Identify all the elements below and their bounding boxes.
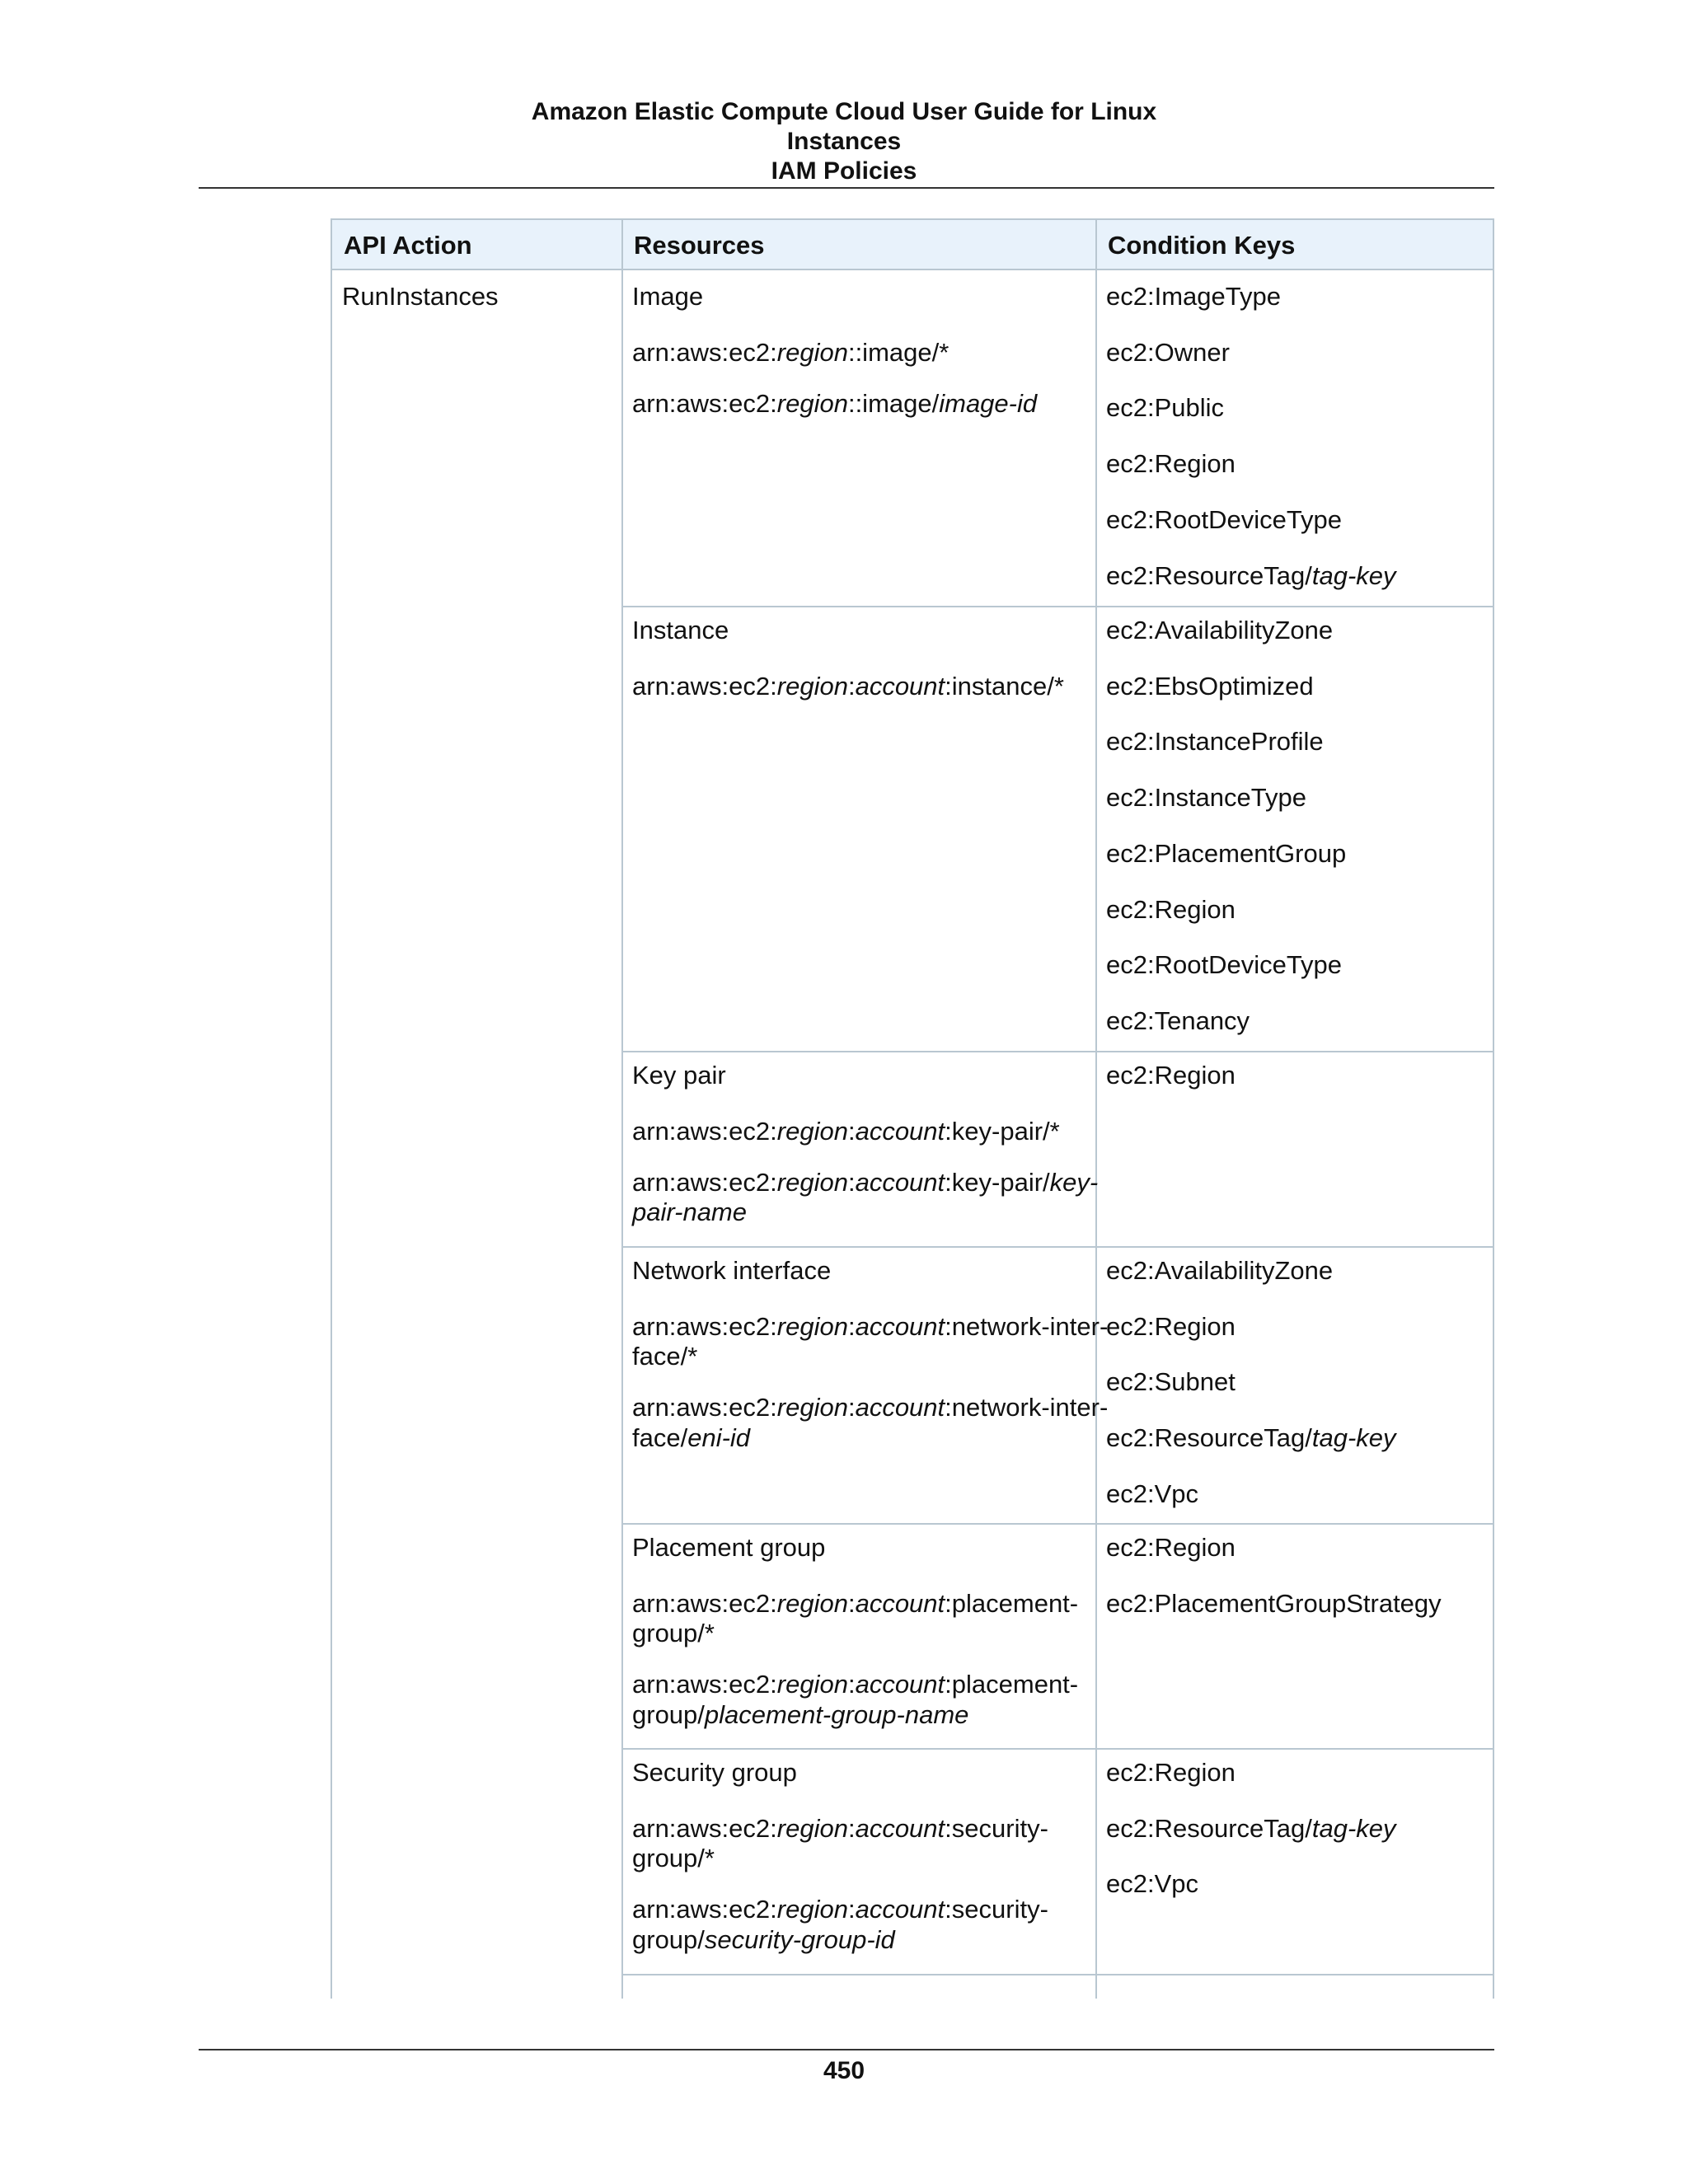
row-separator — [621, 1748, 1494, 1750]
text-segment: arn:aws:ec2: — [632, 1116, 777, 1146]
resource-arn-line — [632, 1924, 895, 1955]
italic-placeholder: pair-name — [632, 1197, 748, 1226]
resource-arn-line — [632, 1116, 1060, 1146]
resource-name: Instance — [632, 616, 729, 644]
api-action-cell: RunInstances — [342, 282, 499, 311]
text-segment: : — [847, 671, 856, 701]
condition-key — [1106, 337, 1230, 368]
text-segment: ec2:ResourceTag/ — [1106, 1423, 1312, 1453]
condition-key — [1106, 949, 1342, 980]
italic-placeholder: account — [855, 1895, 945, 1924]
resource-arn-line — [632, 1197, 747, 1227]
page-number: 450 — [823, 2057, 865, 2084]
italic-placeholder: region — [776, 1670, 848, 1699]
italic-placeholder: region — [776, 1588, 848, 1618]
text-segment: ec2:ImageType — [1106, 282, 1281, 311]
italic-placeholder: account — [855, 1813, 945, 1843]
condition-key — [1106, 1005, 1250, 1036]
resource-arn-line — [632, 337, 949, 368]
text-segment: ec2:InstanceType — [1106, 783, 1306, 813]
italic-placeholder: image-id — [939, 388, 1038, 418]
condition-key — [1106, 1588, 1442, 1619]
resource-name: Network interface — [632, 1256, 832, 1285]
text-segment: group/ — [632, 1699, 705, 1729]
italic-placeholder: region — [776, 671, 848, 701]
condition-key — [1106, 838, 1346, 869]
text-segment: :security- — [945, 1895, 1048, 1924]
italic-placeholder: region — [776, 1813, 848, 1843]
resource-arn-line — [632, 1341, 697, 1371]
condition-key — [1106, 782, 1306, 813]
text-segment: arn:aws:ec2: — [632, 337, 777, 367]
italic-placeholder: tag-key — [1311, 560, 1396, 590]
resource-arn-line — [632, 1392, 1108, 1422]
resource-name: Image — [632, 282, 704, 311]
resource-arn-line — [632, 1813, 1048, 1844]
resource-name: Key pair — [632, 1061, 726, 1090]
text-segment: :security- — [945, 1813, 1048, 1843]
text-segment: arn:aws:ec2: — [632, 388, 777, 418]
text-segment: :key-pair/ — [945, 1167, 1050, 1197]
text-segment: : — [847, 1670, 856, 1699]
italic-placeholder: eni-id — [687, 1422, 751, 1452]
text-segment: ec2:RootDeviceType — [1106, 950, 1343, 980]
italic-placeholder: account — [855, 1167, 945, 1197]
row-separator — [621, 606, 1494, 607]
condition-key — [1106, 560, 1396, 591]
text-segment: group/* — [632, 1844, 715, 1873]
condition-key — [1106, 1060, 1236, 1090]
resource-name: Placement group — [632, 1533, 826, 1562]
text-segment: : — [847, 1813, 856, 1843]
italic-placeholder: region — [776, 388, 848, 418]
condition-key — [1106, 1366, 1236, 1397]
italic-placeholder: tag-key — [1311, 1813, 1396, 1843]
text-segment: ::image/* — [847, 337, 950, 367]
text-segment: ec2:PlacementGroup — [1106, 838, 1347, 868]
italic-placeholder: placement-group-name — [704, 1699, 969, 1729]
resource-name: Security group — [632, 1758, 797, 1787]
column-divider-1 — [621, 218, 623, 1999]
italic-placeholder: region — [776, 1116, 848, 1146]
text-segment: ec2:Region — [1106, 1533, 1236, 1562]
text-segment: arn:aws:ec2: — [632, 1311, 777, 1341]
row-separator — [621, 1246, 1494, 1248]
text-segment: ec2:Public — [1106, 393, 1225, 423]
text-segment: : — [847, 1311, 856, 1341]
text-segment: ec2:Tenancy — [1106, 1005, 1250, 1035]
condition-key — [1106, 1311, 1236, 1342]
italic-placeholder: key- — [1049, 1167, 1099, 1197]
text-segment: :network-inter- — [945, 1393, 1109, 1422]
italic-placeholder: region — [776, 1393, 848, 1422]
text-segment: ec2:AvailabilityZone — [1106, 1256, 1334, 1285]
text-segment: ec2:RootDeviceType — [1106, 504, 1343, 534]
condition-key — [1106, 392, 1224, 423]
text-segment: arn:aws:ec2: — [632, 1670, 777, 1699]
italic-placeholder: security-group-id — [704, 1924, 895, 1954]
text-segment: face/ — [632, 1422, 688, 1452]
table-header-row — [331, 218, 1494, 270]
resource-arn-line — [632, 1422, 750, 1453]
italic-placeholder: account — [855, 1670, 945, 1699]
text-segment: :network-inter- — [945, 1311, 1109, 1341]
text-segment: ec2:Region — [1106, 449, 1236, 479]
condition-key — [1106, 1757, 1236, 1788]
italic-placeholder: region — [776, 337, 848, 367]
text-segment: arn:aws:ec2: — [632, 1588, 777, 1618]
column-divider-2 — [1095, 218, 1097, 1999]
italic-placeholder: account — [855, 1393, 945, 1422]
column-header-condition-keys: Condition Keys — [1108, 231, 1296, 260]
text-segment: : — [847, 1895, 856, 1924]
text-segment: ec2:Region — [1106, 894, 1236, 924]
text-segment: ec2:Owner — [1106, 337, 1230, 367]
italic-placeholder: region — [776, 1895, 848, 1924]
italic-placeholder: account — [855, 1588, 945, 1618]
condition-key — [1106, 1479, 1198, 1509]
condition-key — [1106, 1255, 1333, 1286]
text-segment: ec2:ResourceTag/ — [1106, 560, 1312, 590]
chapter-title: Instances — [786, 128, 902, 155]
text-segment: arn:aws:ec2: — [632, 1393, 777, 1422]
text-segment: ec2:InstanceProfile — [1106, 727, 1324, 757]
text-segment: :key-pair/* — [945, 1116, 1060, 1146]
condition-key — [1106, 1813, 1396, 1844]
text-segment: ec2:PlacementGroupStrategy — [1106, 1588, 1442, 1618]
italic-placeholder: account — [855, 1116, 945, 1146]
row-separator — [621, 1974, 1494, 1975]
text-segment: ec2:Vpc — [1106, 1869, 1199, 1899]
footer-rule — [199, 2049, 1494, 2050]
text-segment: ec2:Subnet — [1106, 1367, 1236, 1397]
condition-key — [1106, 726, 1324, 757]
resource-arn-line — [632, 1311, 1108, 1342]
text-segment: group/* — [632, 1619, 715, 1648]
resource-arn-line — [632, 388, 1037, 419]
row-separator — [621, 1523, 1494, 1525]
text-segment: ec2:Region — [1106, 1061, 1236, 1090]
text-segment: ec2:Region — [1106, 1311, 1236, 1341]
text-segment: arn:aws:ec2: — [632, 1813, 777, 1843]
italic-placeholder: account — [855, 671, 945, 701]
resource-arn-line — [632, 671, 1064, 701]
text-segment: arn:aws:ec2: — [632, 1895, 777, 1924]
text-segment: ec2:ResourceTag/ — [1106, 1813, 1312, 1843]
text-segment: face/* — [632, 1342, 698, 1371]
condition-key — [1106, 1868, 1198, 1899]
text-segment: : — [847, 1116, 856, 1146]
text-segment: : — [847, 1393, 856, 1422]
condition-key — [1106, 1422, 1396, 1453]
section-title: IAM Policies — [771, 157, 917, 185]
resource-arn-line — [632, 1894, 1048, 1924]
condition-key — [1106, 1532, 1236, 1563]
text-segment: ::image/ — [847, 388, 940, 418]
row-separator — [621, 1051, 1494, 1052]
italic-placeholder: tag-key — [1311, 1423, 1396, 1453]
italic-placeholder: region — [776, 1311, 848, 1341]
condition-key — [1106, 281, 1281, 312]
text-segment: : — [847, 1588, 856, 1618]
condition-key — [1106, 504, 1342, 535]
text-segment: arn:aws:ec2: — [632, 671, 777, 701]
header-rule — [199, 187, 1494, 189]
condition-key — [1106, 671, 1314, 701]
italic-placeholder: account — [855, 1311, 945, 1341]
resource-arn-line — [632, 1588, 1078, 1619]
text-segment: : — [847, 1167, 856, 1197]
guide-title: Amazon Elastic Compute Cloud User Guide for Linux — [531, 98, 1157, 125]
resource-arn-line — [632, 1699, 968, 1730]
resource-arn-line — [632, 1618, 715, 1648]
page-header — [0, 97, 1688, 186]
column-header-resources: Resources — [634, 231, 765, 260]
resource-arn-line — [632, 1669, 1078, 1699]
text-segment: ec2:Vpc — [1106, 1479, 1199, 1508]
resource-arn-line — [632, 1843, 715, 1873]
text-segment: ec2:EbsOptimized — [1106, 671, 1314, 701]
condition-key — [1106, 894, 1236, 925]
column-header-api-action: API Action — [344, 231, 472, 260]
condition-key — [1106, 448, 1236, 479]
iam-policy-table — [331, 218, 1494, 1999]
text-segment: group/ — [632, 1924, 705, 1954]
text-segment: arn:aws:ec2: — [632, 1167, 777, 1197]
text-segment: ec2:Region — [1106, 1758, 1236, 1787]
condition-key — [1106, 615, 1333, 645]
text-segment: :placement- — [945, 1670, 1079, 1699]
table-right-border — [1493, 218, 1494, 1999]
table-left-border — [331, 218, 332, 1999]
text-segment: :instance/* — [945, 671, 1064, 701]
text-segment: :placement- — [945, 1588, 1079, 1618]
italic-placeholder: region — [776, 1167, 848, 1197]
text-segment: ec2:AvailabilityZone — [1106, 616, 1334, 644]
resource-arn-line — [632, 1167, 1098, 1197]
